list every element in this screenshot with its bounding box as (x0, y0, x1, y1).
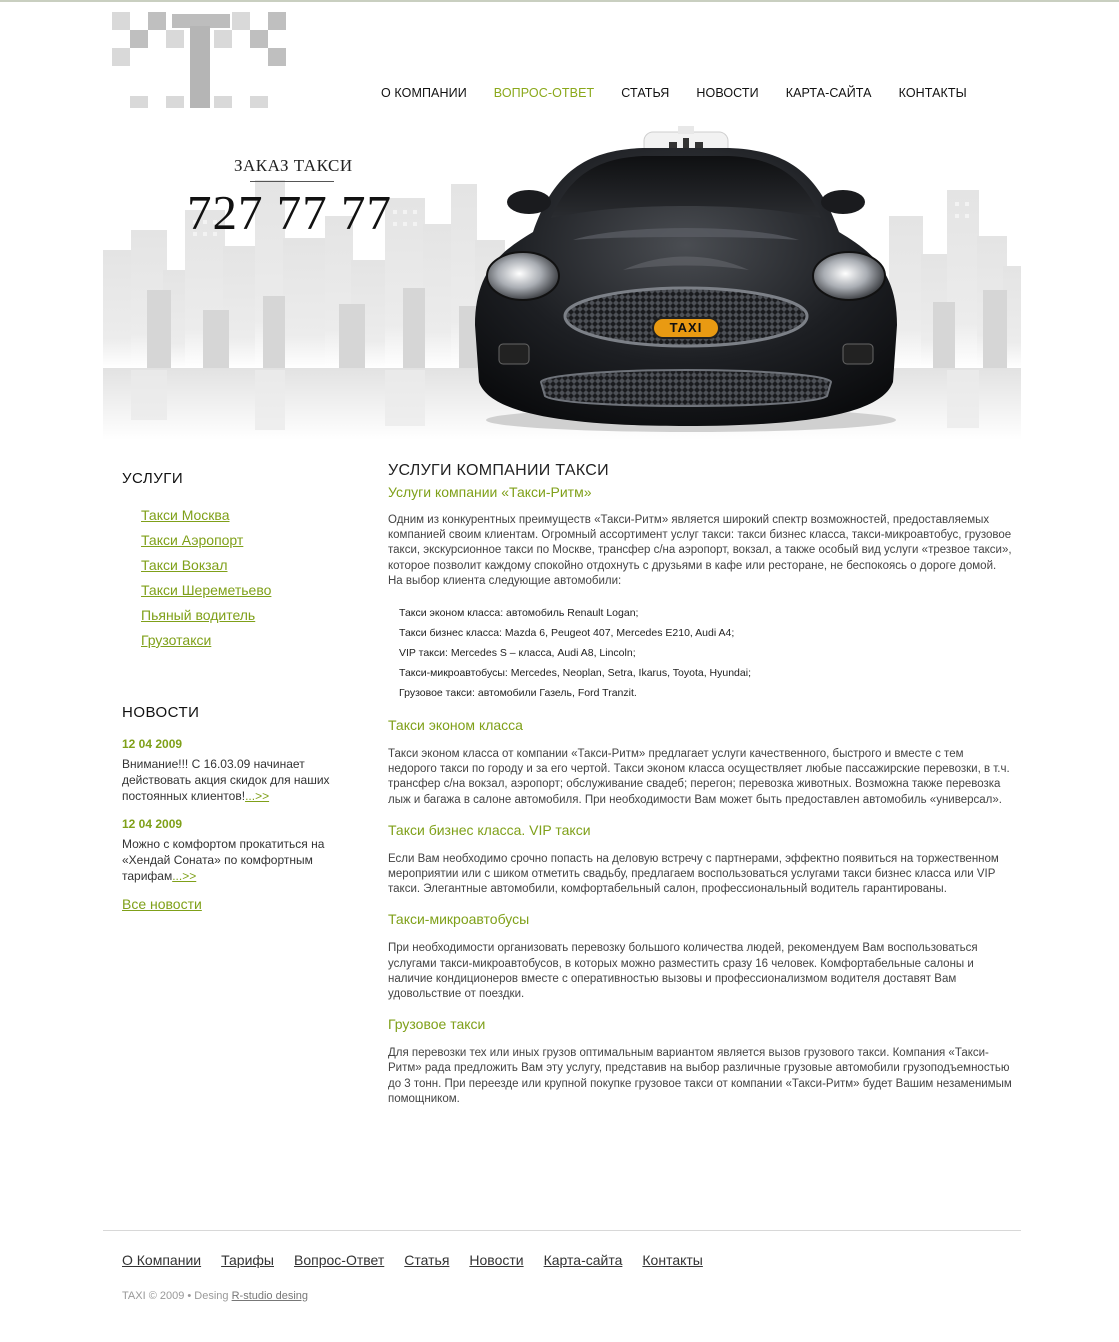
section-heading: Грузовое такси (388, 1016, 486, 1033)
page-subtitle: Услуги компании «Такси-Ритм» (388, 484, 592, 500)
news-more-link[interactable]: ...>> (172, 869, 197, 883)
intro-paragraph: Одним из конкурентных преимуществ «Такси-Ритм» является широкий спектр возможностей, предоставляемых компанией своим клиентам. Огромный ассортимент услуг такси: такси бизнес класса, такси-микроавтобус, грузовое такси, экскурсионное такси по Москве, трансфер с/на аэропорт, вокзал, а также особый вид услуги «трезвое такси», которое позволит каждому спокойно отдохнуть с друзьями в кафе или ресторане, не беспокоясь о дороге домой. На выбор клиента следующие автомобили: (388, 514, 1012, 587)
list-item (141, 555, 271, 580)
main-content (388, 462, 1013, 1107)
footer-link-faq[interactable]: Вопрос-Ответ (294, 1252, 385, 1268)
nav-item-faq[interactable]: ВОПРОС-ОТВЕТ (493, 86, 595, 100)
service-link-cargo-taxi[interactable]: Грузотакси (141, 632, 212, 648)
order-divider (250, 181, 334, 182)
order-taxi-label: ЗАКАЗ ТАКСИ (234, 156, 353, 175)
services-list (141, 505, 271, 655)
list-item (141, 630, 271, 655)
copyright-text: TAXI © 2009 • Desing (122, 1290, 232, 1302)
footer-link-sitemap[interactable]: Карта-сайта (543, 1252, 623, 1268)
news-item (122, 817, 352, 884)
nav-item-sitemap[interactable]: КАРТА-САЙТА (785, 86, 872, 100)
news-more-link[interactable]: ...>> (245, 789, 270, 803)
footer-link-about[interactable]: О Компании (122, 1252, 202, 1268)
list-item (141, 580, 271, 605)
news-title: НОВОСТИ (122, 704, 200, 721)
section-text: Такси эконом класса от компании «Такси-Ритм» предлагает услуги качественного, быстрого и вместе с тем недорого такси по городу и за его чертой. Такси эконом класса осуществляет любые пассажирские перевозки, в т.ч. трансфер с/на вокзал, аэропорт; обслуживание свадеб; перегон; перевозка животных. Возможна также перевозка лыж и багажа в салоне автомобиля. При необходимости Вам может быть предоставлен автомобиль «универсал». (388, 748, 1010, 806)
services-title: УСЛУГИ (122, 470, 184, 487)
list-item: Такси бизнес класса: Mazda 6, Peugeot 407, Mercedes E210, Audi A4; (399, 627, 735, 640)
taxi-logo-icon[interactable] (110, 12, 290, 112)
nav-item-article[interactable]: СТАТЬЯ (621, 86, 670, 100)
footer-link-news[interactable]: Новости (469, 1252, 524, 1268)
service-link-station[interactable]: Такси Вокзал (141, 557, 228, 573)
studio-link[interactable]: R-studio desing (231, 1290, 309, 1302)
footer-nav (122, 1252, 723, 1268)
nav-item-about[interactable]: О КОМПАНИИ (381, 86, 467, 100)
main-nav (381, 86, 994, 102)
news-item (122, 737, 352, 804)
section-heading: Такси эконом класса (388, 717, 523, 734)
taxi-sign-label: TAXI (669, 320, 703, 335)
news-date: 12 04 2009 (122, 817, 183, 831)
list-item: Грузовое такси: автомобили Газель, Ford Tranzit. (399, 687, 637, 700)
list-item (141, 605, 271, 630)
list-item (141, 530, 271, 555)
service-link-airport[interactable]: Такси Аэропорт (141, 532, 244, 548)
footer-link-tariffs[interactable]: Тарифы (221, 1252, 274, 1268)
footer-link-article[interactable]: Статья (404, 1252, 450, 1268)
list-item: Такси эконом класса: автомобиль Renault Logan; (399, 607, 639, 620)
list-item: VIP такси: Mercedes S – класса, Audi A8, Lincoln; (399, 647, 636, 660)
list-item (141, 505, 271, 530)
service-link-sheremetyevo[interactable]: Такси Шереметьево (141, 582, 272, 598)
section-text: Для перевозки тех или иных грузов оптимальным вариантом является вызов грузового такси. Компания «Такси-Ритм» рада предложить Вам эту услугу, представив на выбор различные грузовые автомобили грузоподъемностью до 3 тонн. При переезде или крупной покупке грузовое такси от компании «Такси-Ритм» будет Вашим незаменимым помощником. (388, 1047, 1012, 1105)
footer-link-contacts[interactable]: Контакты (642, 1252, 703, 1268)
footer-divider (103, 1230, 1021, 1231)
nav-item-contacts[interactable]: КОНТАКТЫ (898, 86, 967, 100)
section-heading: Такси-микроавтобусы (388, 911, 530, 928)
section-heading: Такси бизнес класса. VIP такси (388, 821, 591, 838)
service-link-moscow[interactable]: Такси Москва (141, 507, 230, 523)
service-link-drunk-driver[interactable]: Пьяный водитель (141, 607, 256, 623)
list-item: Такси-микроавтобусы: Mercedes, Neoplan, Setra, Ikarus, Toyota, Hyundai; (399, 667, 751, 680)
top-rule (0, 0, 1119, 2)
phone-number: 727 77 77 (187, 185, 392, 240)
all-news-link[interactable]: Все новости (122, 896, 202, 912)
copyright (122, 1290, 308, 1302)
section-text: Если Вам необходимо срочно попасть на деловую встречу с партнерами, эффектно появиться на торжественном мероприятии или с шиком отметить свадьбу, предлагаем воспользоваться услугами такси бизнес класса или VIP такси. Элегантные автомобили, комфортабельный салон, профессиональный водитель гарантированы. (388, 852, 999, 896)
news-text-body: Внимание!!! С 16.03.09 начинает действовать акция скидок для наших постоянных клиентов! (122, 757, 330, 803)
news-text (122, 836, 352, 884)
news-text-body: Можно с комфортом прокатиться на «Хендай Соната» по комфортным тарифам (122, 837, 325, 883)
page-title: УСЛУГИ КОМПАНИИ ТАКСИ (388, 462, 609, 479)
news-date: 12 04 2009 (122, 737, 183, 751)
cars-list (388, 603, 1013, 703)
nav-item-news[interactable]: НОВОСТИ (696, 86, 759, 100)
news-text (122, 756, 352, 804)
section-text: При необходимости организовать перевозку большого количества людей, рекомендуем Вам воспользоваться услугами такси-микроавтобусов, в которых можно разместить сразу 16 человек. Комфортабельные салоны и наличие кондиционеров вместе с оперативностью вызовы и профессионализмом водителя доставят Вам удовольствие от поездки. (388, 942, 978, 1001)
